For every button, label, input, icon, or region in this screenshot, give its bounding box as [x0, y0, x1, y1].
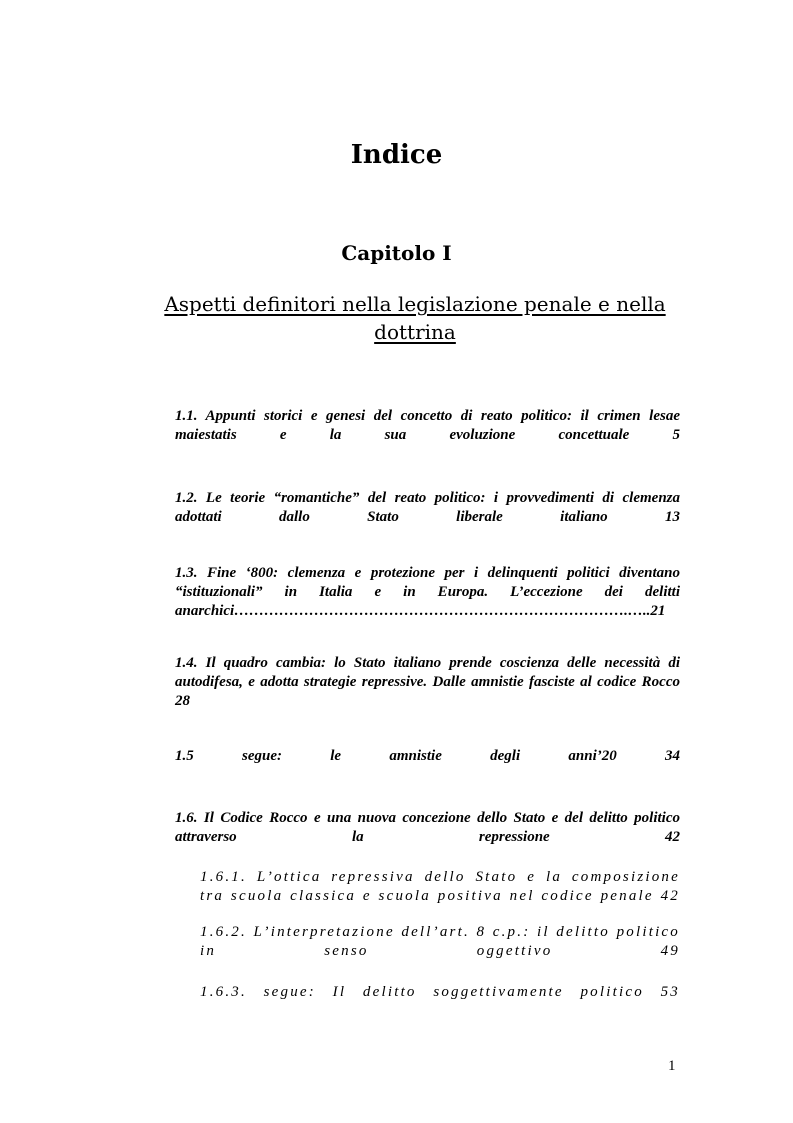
toc-entry-page: 28 — [175, 693, 190, 709]
toc-entry-page: 5 — [672, 427, 681, 443]
toc-entry-text: 1.1. Appunti storici e genesi del concetto di reato politico: il crimen lesae maiestatis e la sua evoluzione concettuale — [175, 408, 680, 443]
toc-subentry — [200, 868, 680, 906]
toc-entry-text: 1.2. Le teorie “romantiche” del reato politico: i provvedimenti di clemenza adottati dallo Stato liberale italiano — [175, 490, 680, 525]
toc-entry — [175, 407, 680, 445]
toc-entry-text: 1.5 segue: le amnistie degli anni’20 — [175, 748, 617, 764]
toc-entry — [175, 747, 680, 766]
toc-subentry-page: 42 — [660, 888, 680, 904]
toc-subentry — [200, 983, 680, 1002]
page-number: 1 — [668, 1058, 676, 1074]
toc-entry-page: 13 — [665, 509, 680, 525]
toc-subentry-text: 1.6.1. L’ottica repressiva dello Stato e la composizione tra scuola classica e scuola positiva nel codice penale — [200, 869, 680, 904]
toc-entry-page: 42 — [665, 829, 680, 845]
chapter-subtitle: Aspetti definitori nella legislazione penale e nella dottrina — [164, 292, 666, 344]
toc-subentry-page: 53 — [660, 984, 680, 1000]
toc-entry — [175, 489, 680, 527]
toc-entry-text: 1.6. Il Codice Rocco e una nuova concezione dello Stato e del delitto politico attraverso la repressione — [175, 810, 680, 845]
toc-entry — [175, 564, 680, 621]
toc-subentry — [200, 923, 680, 961]
chapter-heading: Capitolo I — [341, 241, 452, 265]
toc-entry — [175, 654, 680, 711]
toc-subentry-page: 49 — [660, 943, 681, 959]
toc-entry-page: 34 — [665, 748, 680, 764]
toc-subentry-text: 1.6.3. segue: Il delitto soggettivamente politico — [200, 984, 644, 1000]
toc-entry-text: 1.3. Fine ‘800: clemenza e protezione per i delinquenti politici diventano “istituzionali” in Italia e in Europa. L’eccezione dei delitti anarchici…………………………………………………………………….…..21 — [175, 565, 680, 619]
toc-entry — [175, 809, 680, 847]
toc-subentry-text: 1.6.2. L’interpretazione dell’art. 8 c.p.: il delitto politico in senso oggettivo — [200, 924, 680, 959]
toc-entry-text: 1.4. Il quadro cambia: lo Stato italiano prende coscienza delle necessità di autodifesa, e adotta strategie repressive. Dalle amnistie fasciste al codice Rocco — [175, 655, 680, 690]
page-title: Indice — [350, 140, 443, 170]
